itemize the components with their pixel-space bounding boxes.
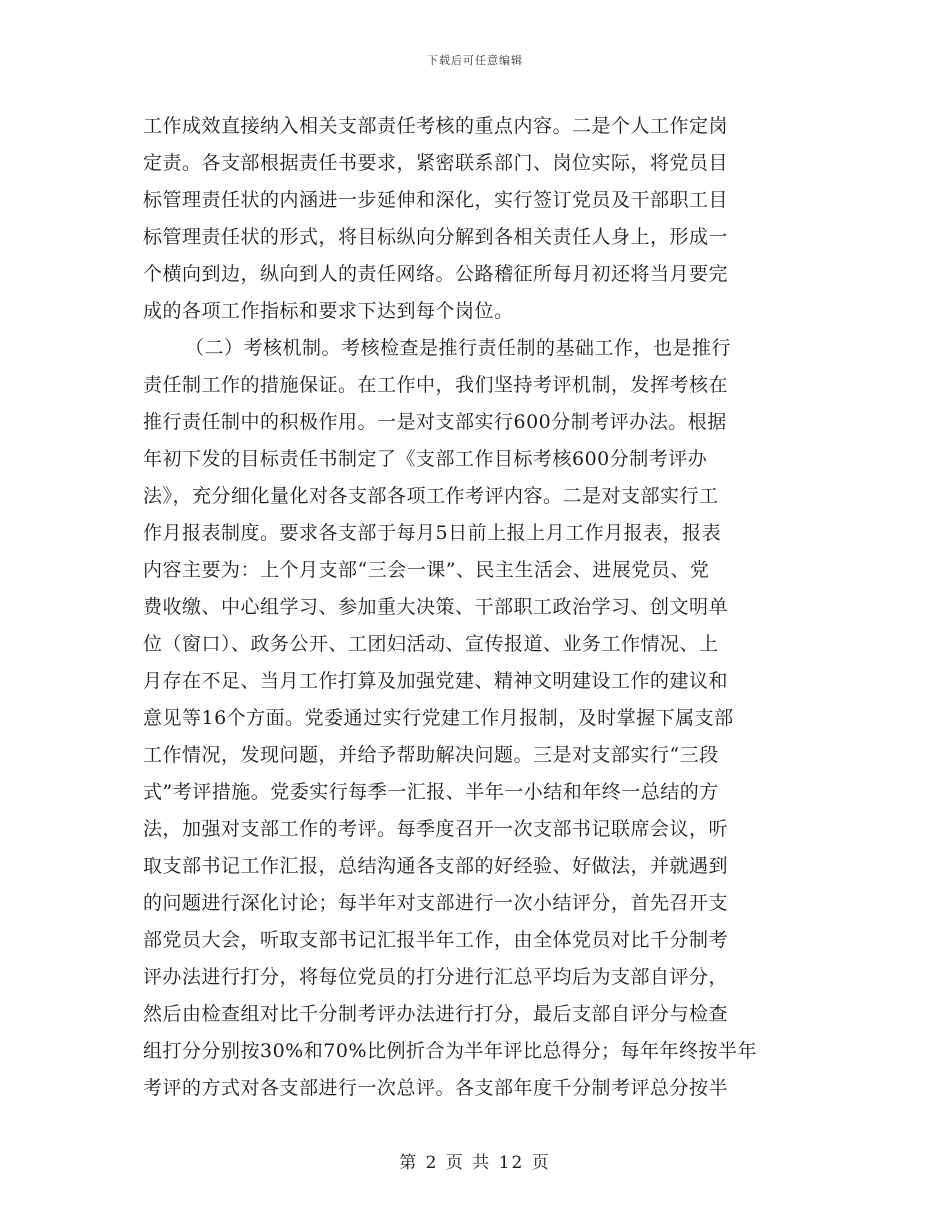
text-line: 定责。各支部根据责任书要求，紧密联系部门、岗位实际，将党员目 (143, 152, 729, 174)
text-line: 工作情况，发现问题，并给予帮助解决问题。三是对支部实行“三段 (143, 744, 719, 766)
text-line: 意见等16个方面。党委通过实行党建工作月报制，及时掌握下属支部 (143, 707, 734, 729)
text-line: 标管理责任状的内涵进一步延伸和深化，实行签订党员及干部职工目 (143, 189, 729, 211)
text-line: 个横向到边，纵向到人的责任网络。公路稽征所每月初还将当月要完 (143, 263, 729, 285)
text-line: 年初下发的目标责任书制定了《支部工作目标考核600分制考评办 (143, 448, 708, 470)
text-line: 组打分分别按30%和70%比例折合为半年评比总得分；每年年终按半年 (143, 1040, 757, 1062)
text-line: 费收缴、中心组学习、参加重大决策、干部职工政治学习、创文明单 (143, 596, 729, 618)
text-line: 内容主要为：上个月支部“三会一课”、民主生活会、进展党员、党 (143, 559, 710, 581)
page-number-footer: 第 2 页 共 12 页 (399, 1153, 551, 1173)
text-line: 标管理责任状的形式，将目标纵向分解到各相关责任人身上，形成一 (143, 226, 729, 248)
text-line: 推行责任制中的积极作用。一是对支部实行600分制考评办法。根据 (143, 411, 727, 433)
text-line: 评办法进行打分，将每位党员的打分进行汇总平均后为支部自评分， (143, 966, 729, 988)
text-line: 工作成效直接纳入相关支部责任考核的重点内容。二是个人工作定岗 (143, 115, 729, 137)
text-line: 然后由检查组对比千分制考评办法进行打分，最后支部自评分与检查 (143, 1003, 729, 1025)
text-line: 式”考评措施。党委实行每季一汇报、半年一小结和年终一总结的方 (143, 781, 719, 803)
text-line: 考评的方式对各支部进行一次总评。各支部年度千分制考评总分按半 (143, 1077, 729, 1099)
text-line: 月存在不足、当月工作打算及加强党建、精神文明建设工作的建议和 (143, 670, 729, 692)
page-header-note: 下载后可任意编辑 (427, 54, 523, 67)
text-line: 法》，充分细化量化对各支部各项工作考评内容。二是对支部实行工 (143, 485, 719, 507)
text-line-section-heading: （二）考核机制。考核检查是推行责任制的基础工作，也是推行 (185, 337, 732, 359)
text-line: 法，加强对支部工作的考评。每季度召开一次支部书记联席会议，听 (143, 818, 729, 840)
document-body (143, 108, 803, 1107)
text-line: 取支部书记工作汇报，总结沟通各支部的好经验、好做法，并就遇到 (143, 855, 729, 877)
text-line: 作月报表制度。要求各支部于每月5日前上报上月工作月报表，报表 (143, 522, 722, 544)
text-line: 位（窗口）、政务公开、工团妇活动、宣传报道、业务工作情况、上 (143, 633, 719, 655)
text-line: 的问题进行深化讨论；每半年对支部进行一次小结评分，首先召开支 (143, 892, 729, 914)
text-line: 成的各项工作指标和要求下达到每个岗位。 (143, 300, 514, 322)
text-line: 部党员大会，听取支部书记汇报半年工作，由全体党员对比千分制考 (143, 929, 729, 951)
text-line: 责任制工作的措施保证。在工作中，我们坚持考评机制，发挥考核在 (143, 374, 729, 396)
